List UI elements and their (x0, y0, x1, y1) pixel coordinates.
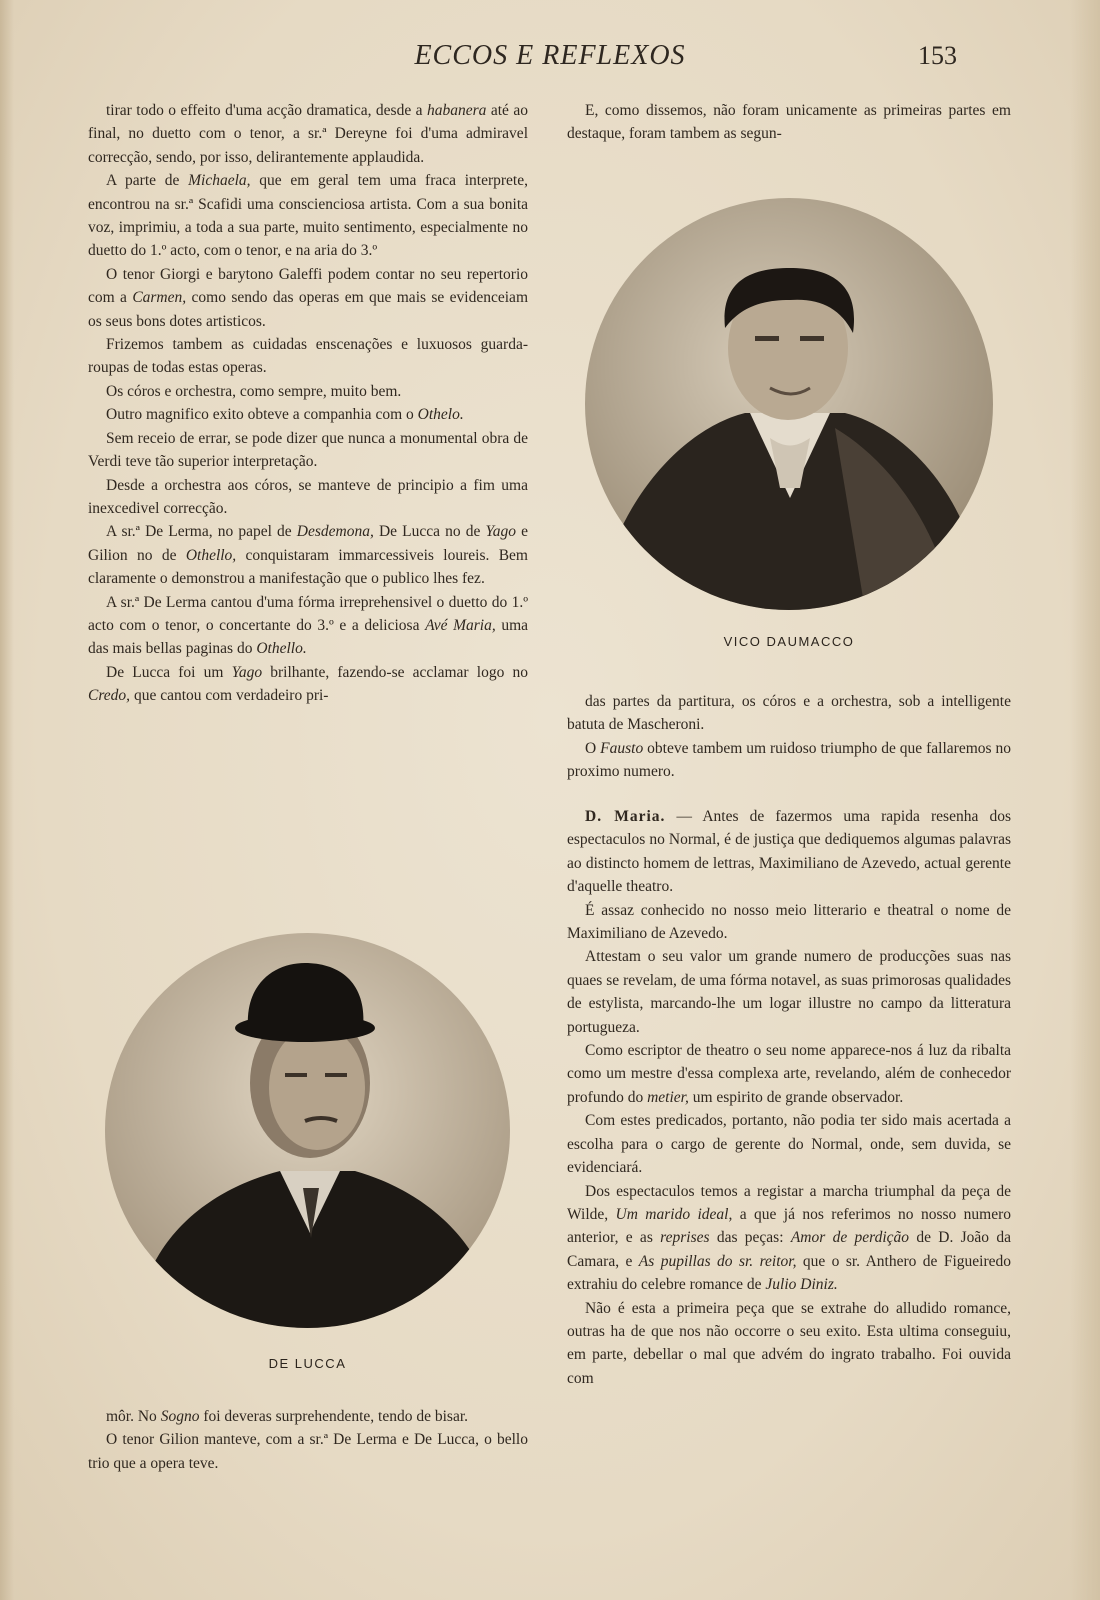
paragraph (567, 690, 1011, 737)
paragraph (567, 1297, 1011, 1391)
text-run: e Gilion no de (88, 523, 529, 564)
text-run: Desde a orchestra aos córos, se manteve de principio a fim uma inexcedivel correcção. (88, 476, 528, 517)
italic-run: Othelo. (417, 406, 464, 424)
left-column-bottom-text (88, 1405, 528, 1475)
right-column-middle-text (567, 690, 1011, 784)
italic-run: Othello, (185, 546, 237, 564)
paragraph (567, 1039, 1011, 1109)
text-run: brilhante, fazendo-se acclamar logo no (262, 663, 528, 681)
portrait-vico-daumacco (585, 198, 993, 610)
text-run: um espirito de grande observador. (688, 1088, 904, 1106)
paragraph (567, 945, 1011, 1039)
page-edge-shadow-left (0, 0, 14, 1600)
portrait-vico-daumacco-photo (585, 198, 993, 610)
paragraph (88, 427, 528, 474)
text-run: das partes da partitura, os córos e a orchestra, sob a intelligente batuta de Mascheroni. (567, 693, 1011, 734)
paragraph (88, 591, 528, 661)
italic-run: Sogno (160, 1408, 200, 1425)
paragraph (88, 333, 528, 380)
italic-run: Um marido ideal, (615, 1205, 733, 1223)
text-run: — Antes de fazermos uma rapida resenha dos espectaculos no Normal, é de justiça que dediquemos algumas palavras ao distincto homem de lettras, Maximiliano de Azevedo, actual gerente d'aquelle theatro. (567, 808, 1012, 896)
italic-run: Desdemona, (296, 523, 374, 541)
text-run: O (585, 739, 601, 757)
paragraph (567, 737, 1011, 784)
text-run: De Lucca foi um (106, 663, 232, 681)
paragraph (567, 805, 1011, 899)
italic-run: Avé Maria, (425, 616, 496, 634)
page-edge-shadow-right (1070, 0, 1100, 1600)
text-run: obteve tambem um ruidoso triumpho de que fallaremos no proximo numero. (567, 739, 1011, 781)
page-number: 153 (918, 41, 957, 70)
italic-run: Amor de perdição (790, 1229, 910, 1247)
paragraph (88, 99, 528, 169)
italic-run: habanera (426, 102, 487, 119)
left-column-top-text (88, 99, 528, 708)
text-run: que o sr. Anthero de Figueiredo extrahiu do celebre romance de (567, 1252, 1012, 1294)
text-run: Sem receio de errar, se pode dizer que nunca a monumental obra de Verdi teve tão superior interpretação. (88, 429, 528, 471)
paragraph (88, 1428, 528, 1475)
text-run: de D. João da Camara, e (567, 1229, 1011, 1270)
text-run: que em geral tem uma fraca interprete, encontrou na sr.ª Scafidi uma conscienciosa artista. Com a sua bonita voz, imprimiu, a toda a sua parte, muito sentimento, especialmente no duetto do 1.º acto, com o tenor, e na aria do 3.º (88, 172, 528, 260)
text-run: foi deveras surprehendente, tendo de bisar. (199, 1408, 469, 1425)
running-header-title: ECCOS E REFLEXOS (414, 40, 686, 71)
italic-run: Yago (231, 663, 263, 681)
text-run: das peças: (709, 1229, 791, 1247)
text-run: até ao final, no duetto com o tenor, a sr.ª Dereyne foi d'uma admiravel correcção, sendo, por isso, delirantemente applaudida. (88, 102, 528, 166)
text-run: E, como dissemos, não foram unicamente as primeiras partes em destaque, foram tambem as segun- (567, 102, 1011, 143)
paragraph (88, 403, 528, 426)
text-run: Os córos e orchestra, como sempre, muito bem. (106, 382, 402, 400)
paragraph (567, 99, 1011, 146)
right-column-bottom-text (567, 805, 1011, 1390)
text-run: O tenor Giorgi e barytono Galeffi podem contar no seu repertorio com a (88, 265, 528, 307)
paragraph (88, 380, 528, 403)
text-run: Com estes predicados, portanto, não podia ter sido mais acertada a escolha para o cargo de gerente do Normal, onde, sem duvida, se evidenciará. (567, 1112, 1011, 1177)
text-run: Attestam o seu valor um grande numero de producções suas nas quaes se revelam, de uma fórma notavel, as suas primorosas qualidades de estylista, marcando-lhe um logar illustre no campo da litteratura portugueza. (567, 948, 1011, 1036)
text-run: O tenor Gilion manteve, com a sr.ª De Lerma e De Lucca, o bello trio que a opera teve. (88, 1431, 528, 1472)
text-run: Dos espectaculos temos a registar a marcha triumphal da peça de Wilde, (567, 1182, 1011, 1223)
paragraph (88, 661, 528, 708)
italic-run: Michaela, (188, 172, 251, 190)
text-run: A parte de (106, 172, 189, 190)
paragraph (88, 263, 528, 333)
text-run: Frizemos tambem as cuidadas enscenações e luxuosos guarda-roupas de todas estas operas. (88, 336, 528, 377)
italic-run: Carmen, (132, 289, 187, 307)
italic-run: Fausto (600, 739, 644, 757)
paragraph (88, 520, 528, 590)
right-column-top-text (567, 99, 1011, 146)
italic-run: Othello. (256, 640, 307, 658)
paragraph (567, 1109, 1011, 1179)
text-run: Outro magnifico exito obteve a companhia com o (106, 406, 418, 424)
caption-de-lucca: DE LUCCA (268, 1356, 347, 1371)
paragraph (567, 899, 1011, 946)
paragraph (88, 169, 528, 263)
italic-run: metier, (647, 1088, 689, 1106)
text-run: que cantou com verdadeiro pri- (130, 687, 329, 705)
portrait-de-lucca-photo (105, 933, 510, 1328)
text-run: Como escriptor de theatro o seu nome apparece-nos á luz da ribalta como um mestre d'essa complexa arte, revelando, além de conhecedor profundo do (567, 1042, 1011, 1106)
text-run: uma das mais bellas paginas do (88, 616, 529, 658)
section-lead: D. Maria. (585, 808, 666, 825)
text-run: A sr.ª De Lerma cantou d'uma fórma irreprehensivel o duetto do 1.º acto com o tenor, o concertante do 3.º e a deliciosa (88, 593, 528, 634)
text-run: Não é esta a primeira peça que se extrahe do alludido romance, outras ha de que nos não occorre o seu exito. Esta ultima conseguiu, em parte, debellar o mal que advém do ingrato trabalho. Foi ouvida com (567, 1299, 1011, 1387)
paragraph (88, 1405, 528, 1428)
italic-run: As pupillas do sr. reitor, (638, 1252, 797, 1270)
text-run: tirar todo o effeito d'uma acção dramatica, desde a (106, 102, 427, 119)
italic-run: Julio Diniz. (765, 1276, 838, 1294)
italic-run: reprises (660, 1229, 710, 1247)
paragraph (88, 474, 528, 521)
text-run: conquistaram immarcessiveis loureis. Bem claramente o demonstrou a manifestação que o publico lhes fez. (88, 546, 528, 588)
text-run: É assaz conhecido no nosso meio litterario e theatral o nome de Maximiliano de Azevedo. (567, 901, 1011, 943)
italic-run: Credo, (88, 687, 131, 705)
portrait-de-lucca (105, 933, 510, 1328)
text-run: môr. No (106, 1408, 161, 1425)
text-run: A sr.ª De Lerma, no papel de (106, 523, 297, 541)
caption-vico-daumacco: VICO DAUMACCO (723, 634, 855, 649)
text-run: como sendo das operas em que mais se evidenceiam os seus bons dotes artisticos. (88, 289, 528, 330)
italic-run: Yago (485, 523, 516, 541)
text-run: a que já nos referimos no nosso numero anterior, e as (567, 1205, 1012, 1247)
text-run: De Lucca no de (373, 523, 486, 541)
paragraph (567, 1180, 1011, 1297)
